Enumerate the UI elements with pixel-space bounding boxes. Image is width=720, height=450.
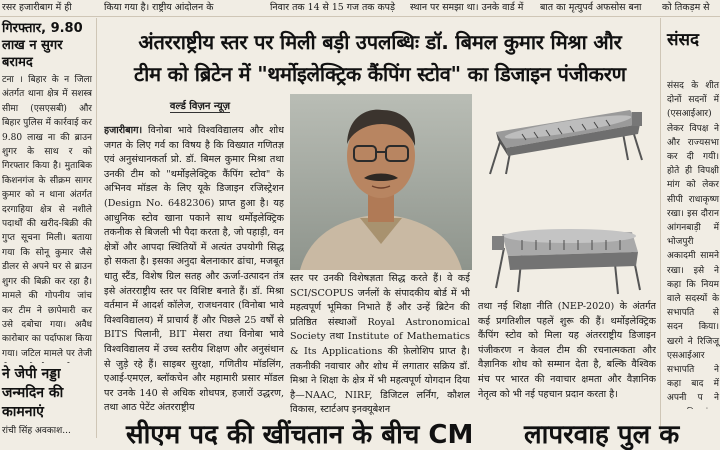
strip-text: निवार तक 14 से 15 गज तक कपड़े	[270, 2, 396, 13]
strip-text: स्थान पर समझा था। उनके वार्ड में	[410, 2, 524, 13]
previous-story-strip	[0, 0, 720, 17]
article-column-2: स्तर पर उनकी विशेषज्ञता सिद्ध करते हैं। वे कई SCI/SCOPUS जर्नलों के संपादकीय बोर्ड में भी महत्वपूर्ण भूमिका निभाते हैं और उन्हें ब्रिटेन की प्रतिष्ठित संस्थाओं Royal Astronomical Society तथा Institute of Mathematics & Its Applications की फ़ेलोशिप प्राप्त है। तकनीकी नवाचार और शोध में लगातार सक्रिय डॉ. मिश्रा ने शिक्षा के क्षेत्र में भी महत्वपूर्ण योगदान दिया है—NAAC, NIRF, डिजिटल लर्निंग, कौशल विकास, स्टार्टअप इनक्यूबेशन	[290, 273, 470, 416]
right-headline: संसद	[667, 30, 700, 50]
left-sub-body: रांची सिंह अवकाश...	[2, 426, 71, 436]
article-column-1	[104, 124, 284, 422]
bottom-headline-left: सीएम पद की खींचतान के बीच CM	[126, 420, 474, 450]
article-column-3: तथा नई शिक्षा नीति (NEP-2020) के अंतर्गत कई प्रगतिशील पहलें शुरू की हैं। थर्मोइलेक्ट्रिक कैंपिंग स्टोव को मिला यह अंतरराष्ट्रीय डिजाइन पंजीकरण न केवल टीम की रचनात्मकता और वैज्ञानिक शोध को सम्मान देता है, बल्कि वैश्विक मंच पर भारत की नवाचार क्षमता और वैज्ञानिक नेतृत्व को भी नई पहचान प्रदान करता है।	[478, 301, 656, 400]
left-body: टना । बिहार के न जिला अंतर्गत थाना क्षेत्र में सशस्त्र सीमा (एसएसबी) और बिहार पुलिस में कार्रवाई कर 9.80 लाख ना की ब्राउन शुगर के साथ र को गिरफ्तार किया है। मुताबिक किशनगंज के सीक्रम सागर कुमार को न थाना अंतर्गत दरगाहिया क्षेत्र से नशीले पदार्थों की खरीद-बिक्री की गुप्त सूचना मिली। बताया गया कि सोनू कुमार जैसे डीलर से अपने घर से ब्राउन शुगर की बिक्री कर रहा है। मामले की गोपनीय जांच कर टीम ने छापेमारी कर उसे दबोचा गया। अवैध कारोबार का पर्दाफाश किया गया। जटिल मामले पर तेजी	[2, 75, 92, 359]
stove-images	[482, 90, 656, 298]
stove-view-1	[490, 110, 642, 174]
stove-view-2	[492, 229, 640, 294]
author-photo	[290, 94, 472, 270]
strip-text: को तिकड़म से	[662, 2, 710, 13]
bottom-headline-right: लापरवाह पुल क	[524, 420, 680, 450]
byline-text: वर्ल्ड विज़न न्यूज़	[169, 101, 231, 112]
strip-text: किया गया है। राष्ट्रीय आंदोलन के	[104, 2, 214, 13]
column-1-text: विनोबा भावे विश्वविद्यालय और शोध जगत के लिए गर्व का विषय है कि विख्यात गणितज्ञ एवं अनुसंधानकर्ता प्रो. डॉ. बिमल कुमार मिश्रा तथा उनकी टीम को "थर्मोइलेक्ट्रिक कैंपिंग स्टोव" के अभिनव मॉडल के लिए यूके डिजाइन रजिस्ट्रेशन (Design No. 6482306) प्राप्त हुआ है। यह आधुनिक स्टोव खाना पकाने साथ थर्मोइलेक्ट्रिक तकनीक से बिजली भी पैदा करता है, जो पहाड़ी, वन क्षेत्रों और आपदा स्थितियों में अत्यंत उपयोगी सिद्ध हो सकता है। इसका अनुदा बेलनाकार ढांचा, मजबूत धातु स्टैंड, विशेष ग्रिल सतह और ऊर्जा-उत्पादन तंत्र इसे अंतरराष्ट्रीय स्तर पर विशिष्ट बनाते हैं। डॉ. मिश्रा वर्तमान में आदर्श कॉलेज, राजधनवार (विनोबा भावे विश्वविद्यालय) में प्राचार्य हैं और पिछले 25 वर्षों से BITS पिलानी, BIT मेसरा तथा विनोबा भावे विश्वविद्यालय में उच्च स्तरीय शिक्षण और अनुसंधान से जुड़े रहे हैं। साइबर सुरक्षा, गणितीय मॉडलिंग, एआई-एमएल, ब्लॉकचेन और महामारी प्रसार मॉडल पर उनके 140 से अधिक शोधपत्र, हजारों उद्धरण, तथा आठ पेटेंट अंतरराष्ट्रीय	[104, 125, 284, 414]
right-column	[660, 18, 720, 438]
byline	[120, 98, 280, 112]
portrait-image	[290, 94, 472, 270]
strip-text: बात का मृत्युपर्व अफसोस बना	[540, 2, 642, 13]
strip-text: रसर हजारीबाग में ही	[2, 2, 72, 13]
left-sub-headline: ने जेपी नड्डा जन्मदिन की कामनाएं	[2, 366, 64, 420]
left-headline: गिरफ्तार, 9.80 लाख न सुगर बरामद	[2, 21, 83, 70]
right-body: संसद के शीत दोनों सदनों में (एसआईआर) लेकर विपक्ष ने और राज्यसभा कर दी गयी। होते ही विपक्षी मांग को लेकर सीपी राधाकृष्ण रखा। इस दौरान आंगनबाड़ी में भोजपुरी अकादमी सामने रखा। इसे ने कहा कि नियम वाले सदस्यों के सभापति से सदन किया। खरगे ने रिजिजू एसआईआर सभापति ने कहा बाद में अपनी प ने	[667, 81, 719, 404]
dateline: हजारीबाग।	[104, 125, 143, 136]
stove-illustration	[482, 90, 656, 298]
article-headline-line1: अंतरराष्ट्रीय स्तर पर मिली बड़ी उपलब्धिः डॉ. बिमल कुमार मिश्रा और	[138, 30, 622, 54]
left-column	[0, 18, 97, 438]
article-headline-line2: टीम को ब्रिटेन में "थर्मोइलेक्ट्रिक कैंपिंग स्टोव" का डिजाइन पंजीकरण	[134, 62, 626, 86]
